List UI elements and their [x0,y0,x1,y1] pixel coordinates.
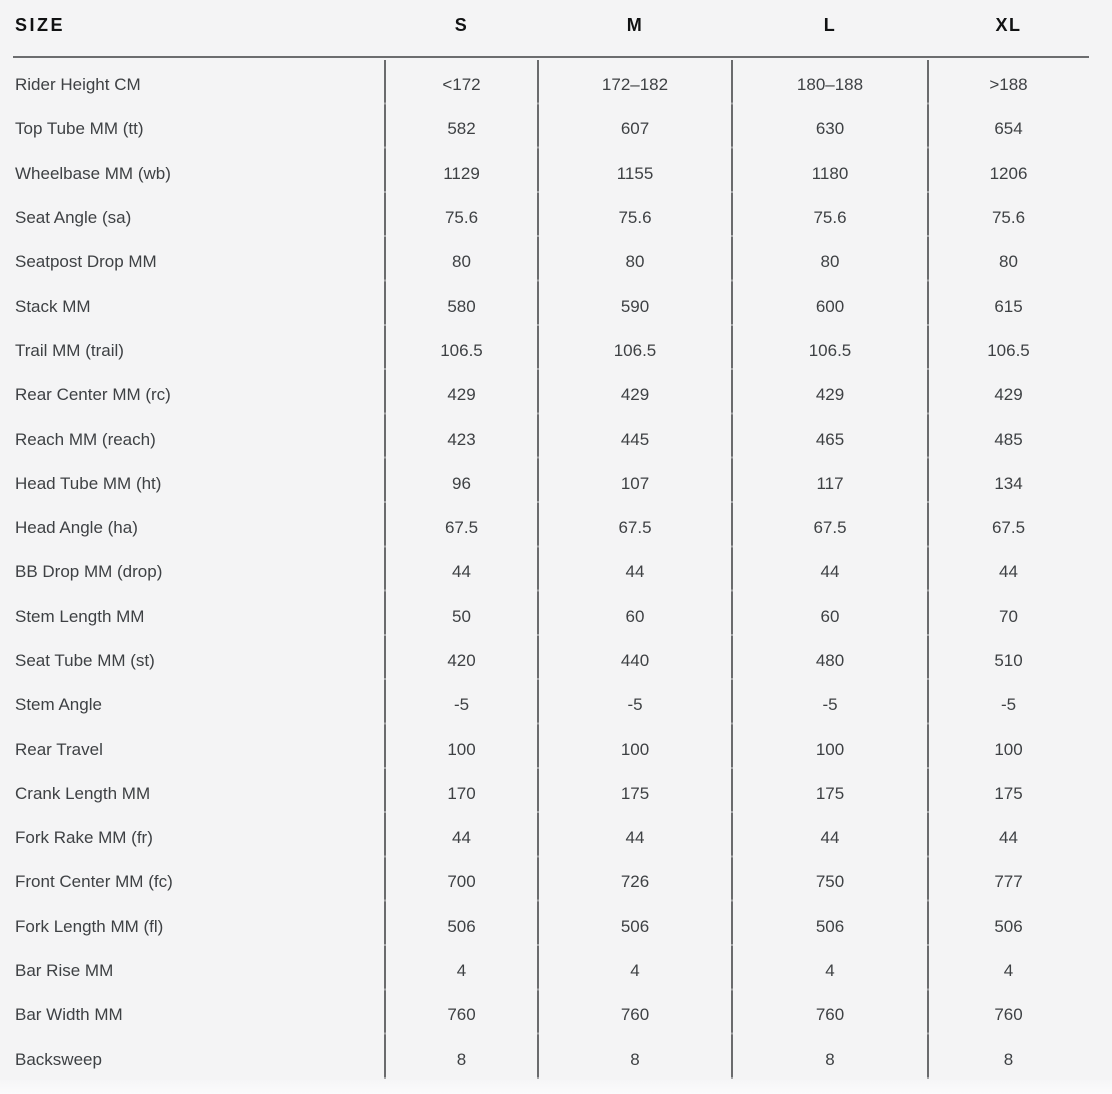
row-value: -5 [627,695,643,715]
row-value: 506 [994,916,1023,936]
row-value: 100 [994,739,1023,759]
row-label: Top Tube MM (tt) [15,119,144,139]
size-column-header-l: L [823,14,837,35]
row-value: 50 [452,606,471,626]
row-value: 80 [452,252,471,272]
row-value: 67.5 [618,518,652,538]
row-value: 506 [620,916,650,936]
row-value: 70 [999,606,1018,626]
row-value: 8 [456,1049,467,1069]
row-value: 80 [999,252,1018,272]
row-value: 4 [825,961,835,981]
row-label: Bar Width MM [15,1005,123,1025]
row-value: 44 [999,562,1018,582]
row-label: Stack MM [15,296,91,316]
row-value: 106.5 [440,340,483,360]
row-value: 465 [815,429,845,449]
row-value: 80 [625,252,645,272]
row-value: <172 [442,75,481,95]
row-value: 67.5 [444,518,479,538]
row-label: Seatpost Drop MM [15,252,157,272]
row-label: Seat Angle (sa) [15,208,132,228]
row-value: 106.5 [987,340,1030,360]
row-label: Rear Center MM (rc) [15,385,171,405]
row-label: Bar Rise MM [15,961,114,981]
row-value: 134 [994,473,1023,493]
row-value: 750 [815,872,845,892]
row-value: 80 [820,252,840,272]
row-value: 760 [815,1005,845,1025]
column-divider-s [384,60,386,1079]
row-value: 445 [620,429,650,449]
row-value: 580 [447,296,476,316]
row-label: Rider Height CM [15,75,141,95]
row-value: 44 [820,562,840,582]
row-value: 607 [620,119,650,139]
row-value: 4 [630,961,640,981]
row-value: 582 [447,119,476,139]
row-value: 4 [1003,961,1014,981]
row-value: 777 [994,872,1023,892]
row-value: 1180 [811,163,849,183]
row-value: 480 [815,651,845,670]
row-label: Fork Rake MM (fr) [15,828,153,848]
row-value: 75.6 [444,208,479,228]
row-value: 175 [994,783,1023,803]
size-header-label: SIZE [15,14,66,35]
row-value: 4 [456,961,467,981]
row-value: 75.6 [991,208,1026,228]
row-value: 117 [816,473,844,493]
table-header-row [13,0,1089,58]
row-label: Stem Angle [15,695,102,715]
row-value: 175 [815,783,845,803]
row-value: 107 [620,473,650,493]
row-value: 1129 [443,163,480,183]
row-value: 429 [447,385,476,405]
row-value: 506 [815,916,845,936]
row-value: 423 [447,429,476,449]
row-value: >188 [989,75,1028,95]
row-label: Rear Travel [15,739,103,759]
row-value: 96 [452,473,471,493]
row-value: 75.6 [618,208,652,228]
row-label: Crank Length MM [15,783,151,803]
row-value: 726 [620,872,650,892]
row-value: 440 [620,651,650,670]
row-value: 630 [815,119,845,139]
row-value: 44 [452,828,471,848]
row-value: -5 [1000,695,1017,715]
row-value: 106.5 [808,340,852,360]
row-value: 100 [620,739,650,759]
row-value: 44 [625,562,645,582]
row-value: 429 [620,385,650,405]
row-label: Head Tube MM (ht) [15,473,162,493]
column-divider-l [731,60,733,1079]
row-value: 420 [447,651,476,670]
row-value: 44 [820,828,840,848]
row-label: Front Center MM (fc) [15,872,173,892]
row-value: 172–182 [601,75,669,95]
column-divider-xl [927,60,929,1079]
row-value: 100 [815,739,845,759]
row-label: Reach MM (reach) [15,429,156,449]
row-value: 175 [620,783,650,803]
table-bottom-edge [0,1080,1112,1094]
row-value: 75.6 [813,208,847,228]
row-value: 1206 [989,163,1028,183]
row-value: 429 [815,385,845,405]
row-value: 67.5 [991,518,1026,538]
row-value: 100 [447,739,476,759]
row-label: Backsweep [15,1049,102,1069]
row-value: -5 [453,695,470,715]
row-label: Stem Length MM [15,606,145,626]
row-label: Trail MM (trail) [15,340,124,360]
row-value: 1155 [616,163,654,183]
size-column-header-s: S [454,14,469,35]
row-value: 615 [994,296,1023,316]
row-value: -5 [822,695,838,715]
table-body [0,58,1112,1077]
row-label: Fork Length MM (fl) [15,916,164,936]
row-value: 170 [447,783,476,803]
row-value: 8 [825,1049,835,1069]
row-value: 760 [620,1005,650,1025]
row-value: 654 [994,119,1023,139]
row-value: 67.5 [813,518,847,538]
row-label: Wheelbase MM (wb) [15,163,171,183]
row-value: 44 [625,828,645,848]
row-value: 590 [620,296,650,316]
row-value: 600 [815,296,845,316]
row-value: 44 [999,828,1018,848]
row-value: 510 [994,651,1023,670]
row-value: 60 [820,606,840,626]
row-value: 8 [1003,1049,1014,1069]
size-column-header-m: M [626,14,644,35]
row-value: 180–188 [796,75,864,95]
row-label: Head Angle (ha) [15,518,138,538]
row-value: 700 [447,872,476,892]
row-value: 8 [630,1049,640,1069]
row-value: 60 [625,606,645,626]
column-divider-m [537,60,539,1079]
size-column-header-xl: XL [995,14,1022,35]
row-value: 506 [447,916,476,936]
row-label: BB Drop MM (drop) [15,562,163,582]
row-value: 106.5 [613,340,657,360]
row-value: 760 [994,1005,1023,1025]
row-label: Seat Tube MM (st) [15,651,155,670]
row-value: 429 [994,385,1023,405]
row-value: 44 [452,562,471,582]
row-value: 760 [447,1005,476,1025]
row-value: 485 [994,429,1023,449]
